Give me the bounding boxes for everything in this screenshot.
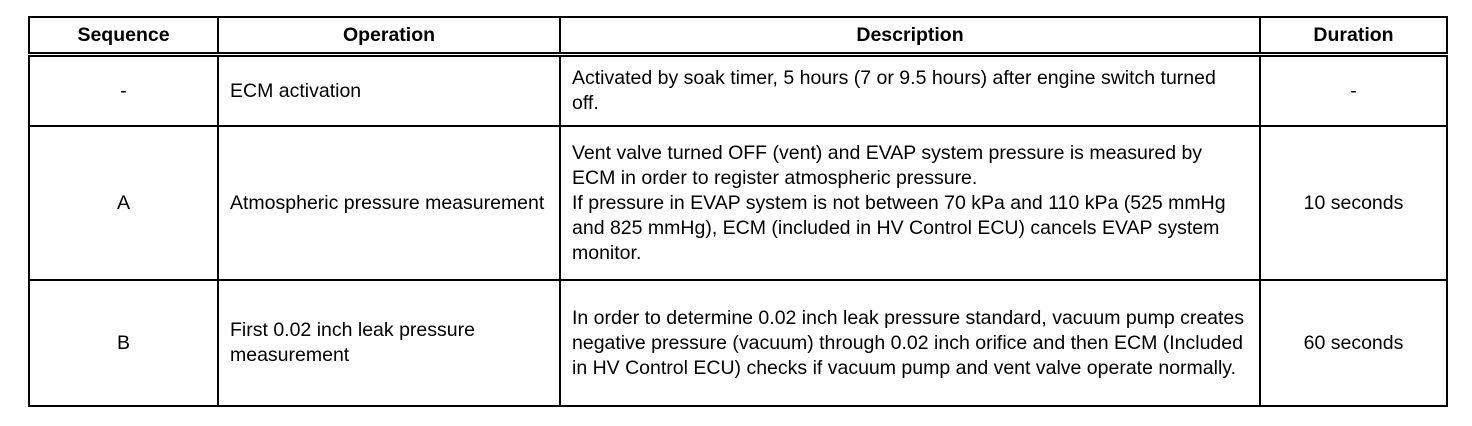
description-text: Activated by soak timer, 5 hours (7 or 9.5 hours) after engine switch turned off. [572, 67, 1216, 114]
header-sequence: Sequence [29, 17, 218, 55]
description-text: Vent valve turned OFF (vent) and EVAP system pressure is measured by ECM in order to register atmospheric pressure. [572, 141, 1203, 189]
table-row [29, 126, 1447, 280]
description-cell [560, 55, 1260, 127]
description-text: In order to determine 0.02 inch leak pressure standard, vacuum pump creates negative pressure (vacuum) through 0.02 inch orifice and then ECM (Included in HV Control ECU) checks if vacuum pump and vent valve operate normally. [572, 306, 1245, 379]
table-header-row [29, 17, 1447, 55]
sequence-cell: - [29, 55, 218, 127]
operation-cell: ECM activation [218, 55, 560, 127]
duration-cell: - [1260, 55, 1447, 127]
duration-cell: 60 seconds [1260, 280, 1447, 406]
header-operation: Operation [218, 17, 560, 55]
description-cell [560, 280, 1260, 406]
sequence-cell: B [29, 280, 218, 406]
operation-cell: Atmospheric pressure measurement [218, 126, 560, 280]
sequence-cell: A [29, 126, 218, 280]
table-row [29, 55, 1447, 127]
description-text-continued: If pressure in EVAP system is not between 70 kPa and 110 kPa (525 mmHg and 825 mmHg), ECM (included in HV Control ECU) cancels EVAP system monitor. [572, 191, 1226, 264]
evap-monitor-sequence-table [28, 16, 1448, 407]
operation-cell: First 0.02 inch leak pressure measurement [218, 280, 560, 406]
table-row [29, 280, 1447, 406]
header-duration: Duration [1260, 17, 1447, 55]
description-cell [560, 126, 1260, 280]
duration-cell: 10 seconds [1260, 126, 1447, 280]
header-description: Description [560, 17, 1260, 55]
